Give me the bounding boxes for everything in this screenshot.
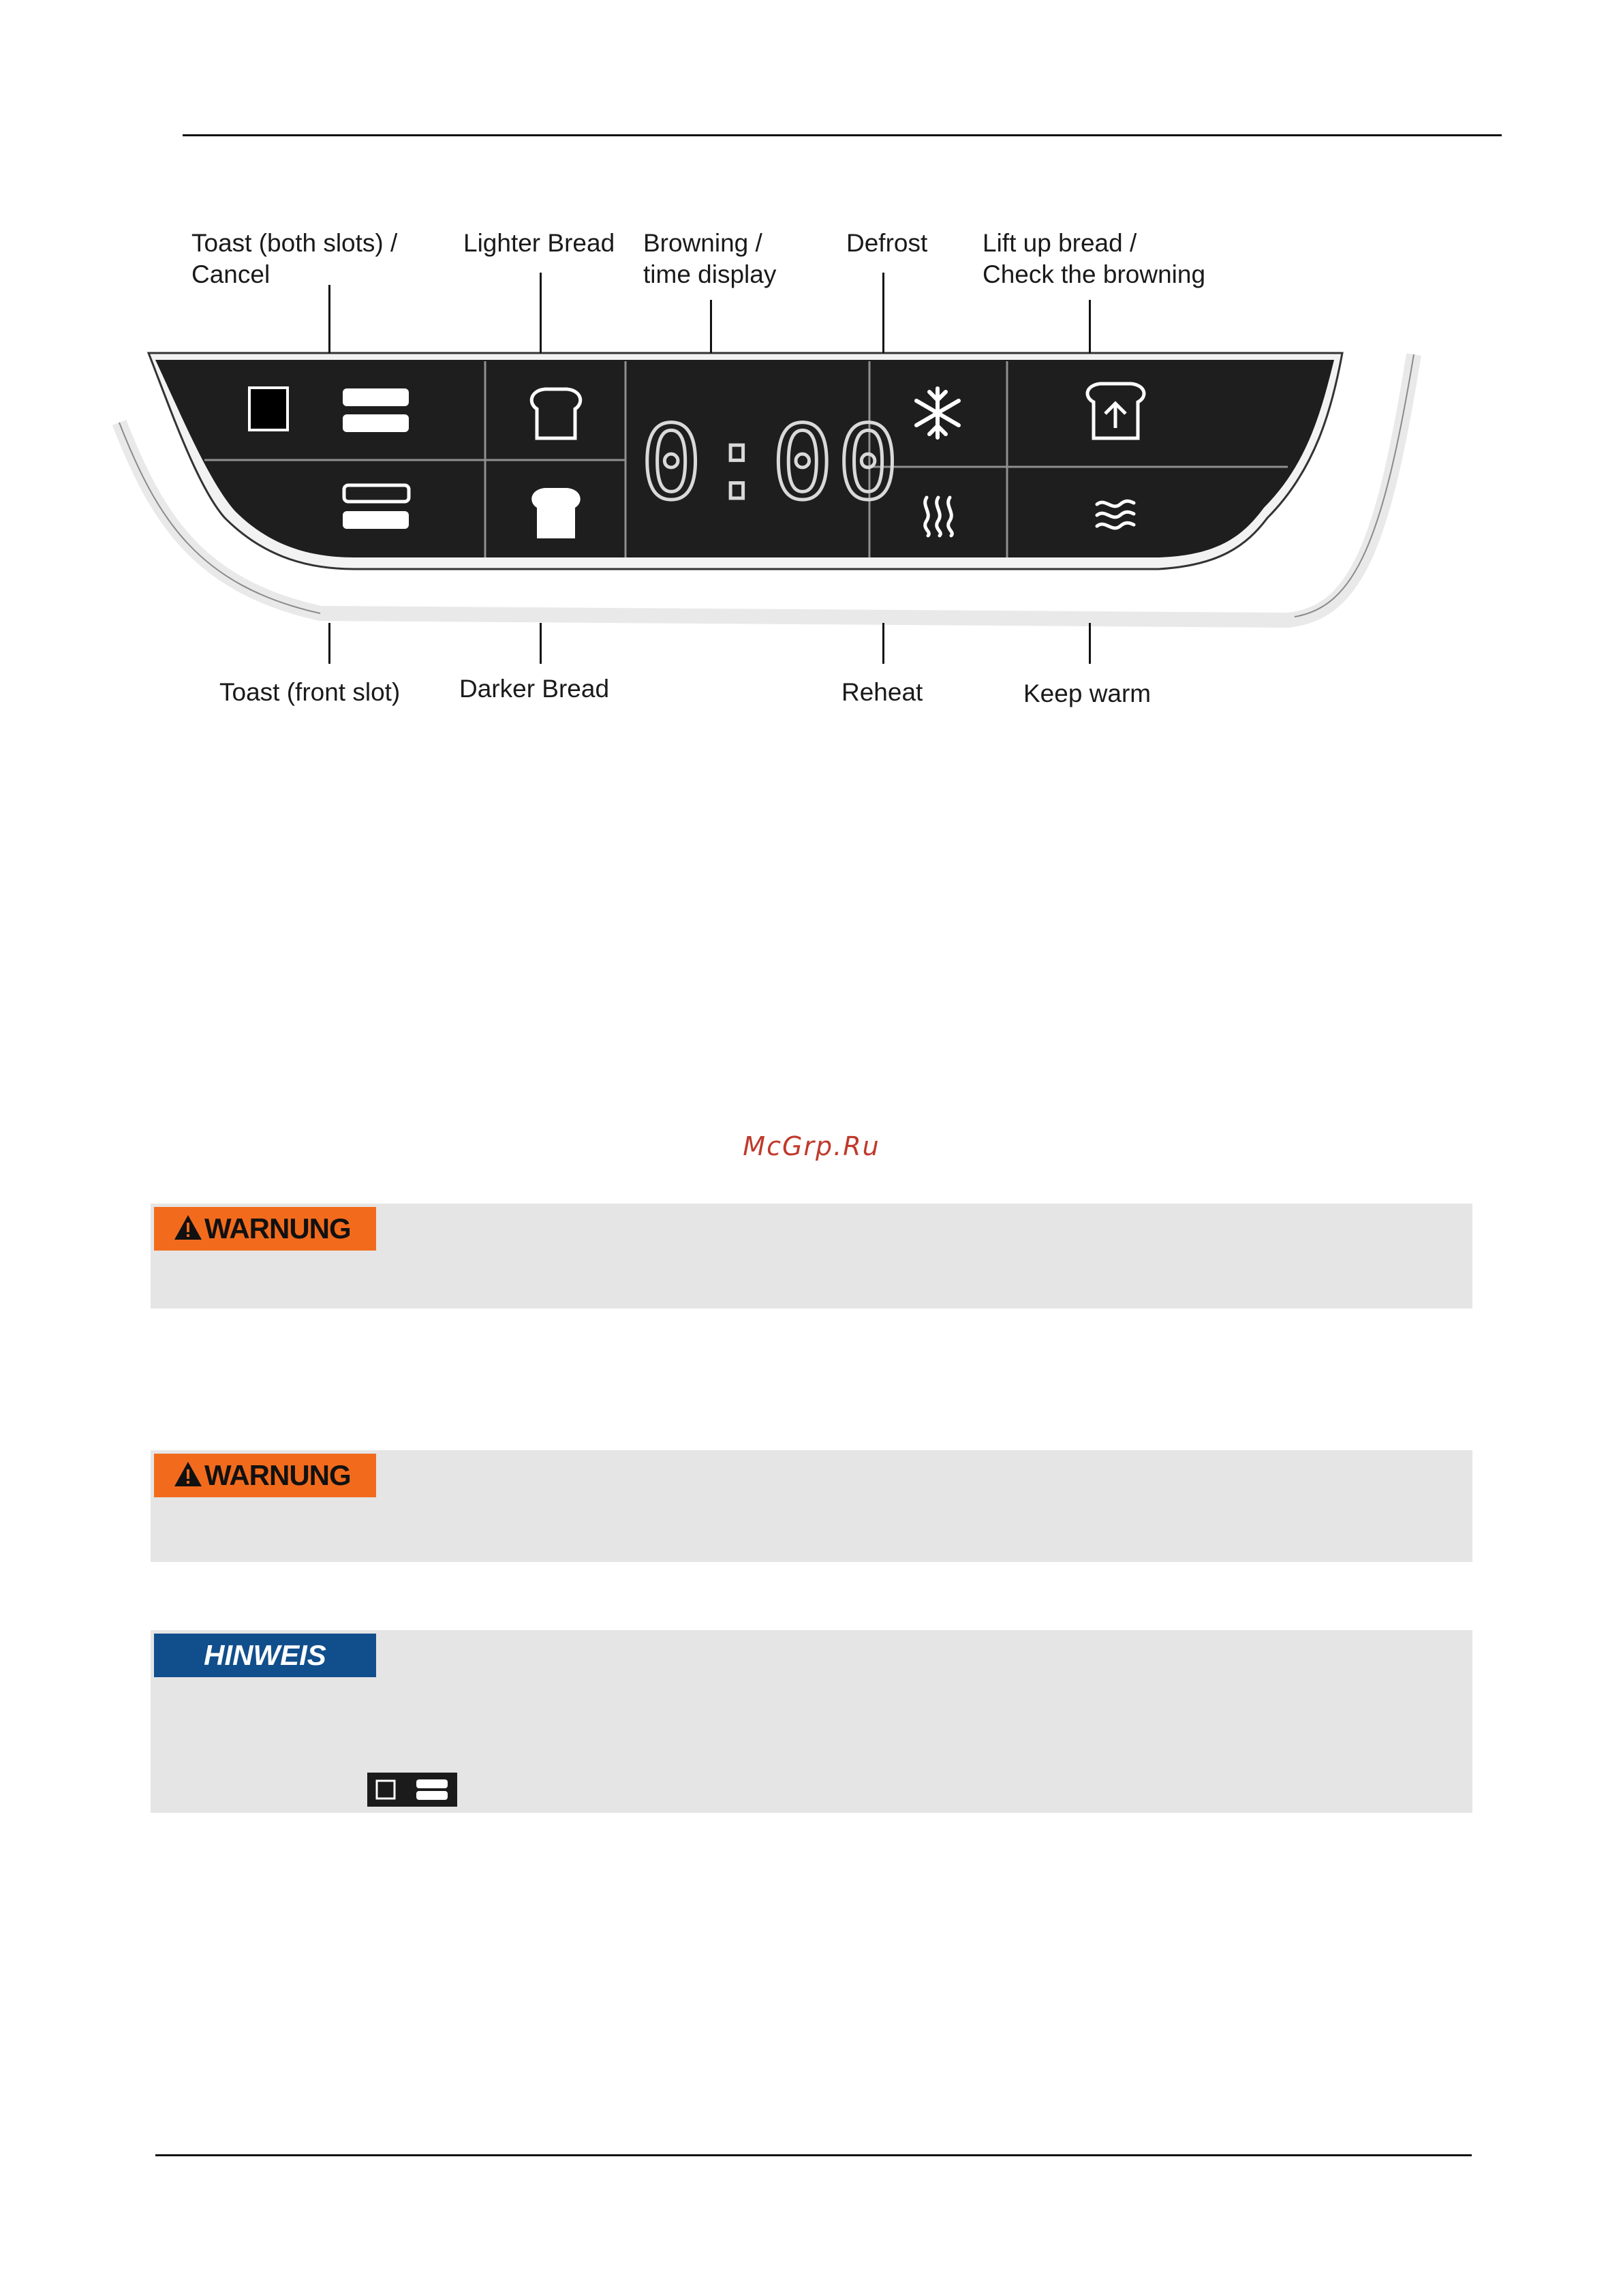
warning-box-1 [151, 1204, 1472, 1308]
watermark: McGrp.Ru [743, 1131, 880, 1161]
lift-check-button[interactable] [1008, 361, 1315, 467]
callout-defrost: Defrost [846, 229, 928, 257]
footer-rule [155, 2154, 1472, 2156]
keep-warm-button[interactable] [1008, 468, 1267, 557]
callout-reheat: Reheat [841, 678, 923, 706]
warning-label-1: WARNUNG [154, 1207, 376, 1251]
time-display [640, 404, 903, 523]
note-box [151, 1630, 1472, 1813]
leader-reheat [882, 623, 884, 664]
callout-toast-front: Toast (front slot) [219, 678, 401, 706]
leader-lighter [540, 273, 542, 353]
leader-toast-front [328, 623, 330, 664]
leader-lift [1089, 300, 1091, 353]
leader-browning [710, 300, 712, 353]
callout-lift: Lift up bread / Check the browning [983, 229, 1206, 288]
warning-triangle-icon [173, 1214, 203, 1241]
toast-front-slot-button[interactable] [232, 461, 485, 557]
darker-bread-button[interactable] [486, 461, 625, 557]
warning-triangle-icon [173, 1460, 203, 1488]
toast-both-slots-button[interactable] [204, 361, 485, 460]
note-label: HINWEIS [154, 1634, 376, 1677]
defrost-button[interactable] [871, 361, 1007, 467]
callout-lighter-bread: Lighter Bread [463, 229, 615, 257]
leader-keep-warm [1089, 623, 1091, 664]
warning-label-2: WARNUNG [154, 1454, 376, 1497]
leader-toast-both [328, 285, 330, 353]
callout-darker-bread: Darker Bread [459, 675, 610, 703]
callout-keep-warm: Keep warm [1023, 679, 1151, 707]
warning-box-2 [151, 1450, 1472, 1562]
leader-defrost [882, 273, 884, 353]
toast-both-slots-inline-icon [367, 1773, 457, 1807]
leader-darker [540, 623, 542, 664]
lighter-bread-button[interactable] [486, 361, 625, 460]
time-display-value: 0:00 [640, 404, 903, 523]
callout-browning: Browning / time display [643, 229, 777, 288]
reheat-button[interactable] [871, 468, 1007, 557]
callout-toast-both: Toast (both slots) / Cancel [191, 229, 398, 288]
